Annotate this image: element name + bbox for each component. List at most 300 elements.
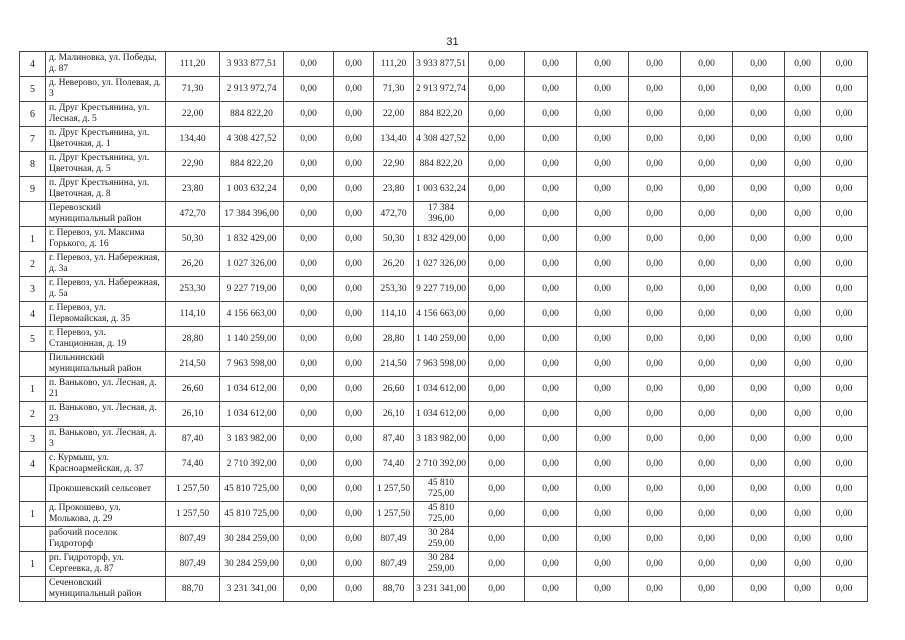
area-cell: 134,40 <box>166 127 220 152</box>
value-cell: 0,00 <box>525 477 577 502</box>
value-cell: 0,00 <box>681 402 733 427</box>
value-cell: 0,00 <box>785 277 821 302</box>
table-row <box>20 427 868 452</box>
row-number <box>20 477 46 502</box>
value-cell: 0,00 <box>629 327 681 352</box>
value-cell: 0,00 <box>334 327 374 352</box>
value-cell: 0,00 <box>681 327 733 352</box>
value-cell: 0,00 <box>821 152 868 177</box>
area2-cell: 71,30 <box>374 77 414 102</box>
value-cell: 0,00 <box>733 327 785 352</box>
value-cell: 0,00 <box>733 152 785 177</box>
table-row <box>20 152 868 177</box>
value-cell: 0,00 <box>733 377 785 402</box>
area2-cell: 50,30 <box>374 227 414 252</box>
value-cell: 0,00 <box>733 177 785 202</box>
value-cell: 0,00 <box>525 227 577 252</box>
cost-cell: 1 140 259,00 <box>220 327 284 352</box>
area2-cell: 23,80 <box>374 177 414 202</box>
address-cell: Пильнинский муниципальный район <box>46 352 166 377</box>
cost-cell: 3 231 341,00 <box>220 577 284 602</box>
cost2-cell: 884 822,20 <box>414 102 469 127</box>
value-cell: 0,00 <box>821 527 868 552</box>
value-cell: 0,00 <box>785 52 821 77</box>
cost-cell: 3 183 982,00 <box>220 427 284 452</box>
row-number <box>20 202 46 227</box>
value-cell: 0,00 <box>733 577 785 602</box>
value-cell: 0,00 <box>469 452 525 477</box>
value-cell: 0,00 <box>821 377 868 402</box>
value-cell: 0,00 <box>525 527 577 552</box>
cost-cell: 30 284 259,00 <box>220 527 284 552</box>
value-cell: 0,00 <box>785 352 821 377</box>
value-cell: 0,00 <box>681 52 733 77</box>
row-number: 2 <box>20 402 46 427</box>
value-cell: 0,00 <box>284 552 334 577</box>
area2-cell: 87,40 <box>374 427 414 452</box>
cost-cell: 1 003 632,24 <box>220 177 284 202</box>
value-cell: 0,00 <box>681 227 733 252</box>
area2-cell: 28,80 <box>374 327 414 352</box>
table-row <box>20 277 868 302</box>
value-cell: 0,00 <box>733 277 785 302</box>
value-cell: 0,00 <box>525 302 577 327</box>
value-cell: 0,00 <box>284 52 334 77</box>
value-cell: 0,00 <box>284 502 334 527</box>
value-cell: 0,00 <box>629 527 681 552</box>
table-row <box>20 202 868 227</box>
value-cell: 0,00 <box>469 202 525 227</box>
area-cell: 1 257,50 <box>166 477 220 502</box>
value-cell: 0,00 <box>525 327 577 352</box>
cost2-cell: 1 027 326,00 <box>414 252 469 277</box>
page-number: 31 <box>446 36 459 48</box>
value-cell: 0,00 <box>629 577 681 602</box>
value-cell: 0,00 <box>785 102 821 127</box>
value-cell: 0,00 <box>785 527 821 552</box>
value-cell: 0,00 <box>577 377 629 402</box>
value-cell: 0,00 <box>334 277 374 302</box>
value-cell: 0,00 <box>334 427 374 452</box>
value-cell: 0,00 <box>577 302 629 327</box>
area2-cell: 1 257,50 <box>374 477 414 502</box>
value-cell: 0,00 <box>733 252 785 277</box>
value-cell: 0,00 <box>733 452 785 477</box>
value-cell: 0,00 <box>334 252 374 277</box>
table-row <box>20 352 868 377</box>
area-cell: 472,70 <box>166 202 220 227</box>
area2-cell: 1 257,50 <box>374 502 414 527</box>
address-cell: п. Друг Крестьянина, ул. Цветочная, д. 1 <box>46 127 166 152</box>
value-cell: 0,00 <box>469 127 525 152</box>
value-cell: 0,00 <box>785 127 821 152</box>
value-cell: 0,00 <box>629 277 681 302</box>
value-cell: 0,00 <box>821 277 868 302</box>
value-cell: 0,00 <box>577 277 629 302</box>
area-cell: 807,49 <box>166 527 220 552</box>
value-cell: 0,00 <box>334 227 374 252</box>
area2-cell: 22,90 <box>374 152 414 177</box>
value-cell: 0,00 <box>284 452 334 477</box>
value-cell: 0,00 <box>681 352 733 377</box>
value-cell: 0,00 <box>821 252 868 277</box>
row-number: 7 <box>20 127 46 152</box>
value-cell: 0,00 <box>577 52 629 77</box>
address-cell: г. Перевоз, ул. Набережная, д. 3а <box>46 252 166 277</box>
value-cell: 0,00 <box>681 77 733 102</box>
value-cell: 0,00 <box>334 452 374 477</box>
value-cell: 0,00 <box>525 377 577 402</box>
value-cell: 0,00 <box>733 352 785 377</box>
value-cell: 0,00 <box>334 177 374 202</box>
value-cell: 0,00 <box>334 152 374 177</box>
value-cell: 0,00 <box>785 377 821 402</box>
value-cell: 0,00 <box>733 102 785 127</box>
value-cell: 0,00 <box>629 252 681 277</box>
value-cell: 0,00 <box>577 577 629 602</box>
value-cell: 0,00 <box>469 77 525 102</box>
value-cell: 0,00 <box>469 577 525 602</box>
value-cell: 0,00 <box>469 552 525 577</box>
row-number: 8 <box>20 152 46 177</box>
value-cell: 0,00 <box>733 302 785 327</box>
value-cell: 0,00 <box>785 327 821 352</box>
value-cell: 0,00 <box>284 127 334 152</box>
address-cell: Прокошевский сельсовет <box>46 477 166 502</box>
value-cell: 0,00 <box>629 477 681 502</box>
value-cell: 0,00 <box>821 127 868 152</box>
address-cell: г. Перевоз, ул. Максима Горького, д. 16 <box>46 227 166 252</box>
value-cell: 0,00 <box>821 352 868 377</box>
cost2-cell: 4 308 427,52 <box>414 127 469 152</box>
cost2-cell: 2 913 972,74 <box>414 77 469 102</box>
value-cell: 0,00 <box>733 77 785 102</box>
value-cell: 0,00 <box>681 427 733 452</box>
value-cell: 0,00 <box>681 127 733 152</box>
area-cell: 23,80 <box>166 177 220 202</box>
cost2-cell: 3 933 877,51 <box>414 52 469 77</box>
value-cell: 0,00 <box>821 552 868 577</box>
value-cell: 0,00 <box>469 327 525 352</box>
cost-cell: 1 034 612,00 <box>220 402 284 427</box>
address-cell: г. Перевоз, ул. Первомайская, д. 35 <box>46 302 166 327</box>
cost-cell: 4 156 663,00 <box>220 302 284 327</box>
area2-cell: 26,20 <box>374 252 414 277</box>
value-cell: 0,00 <box>525 202 577 227</box>
value-cell: 0,00 <box>525 352 577 377</box>
area2-cell: 807,49 <box>374 527 414 552</box>
area2-cell: 111,20 <box>374 52 414 77</box>
value-cell: 0,00 <box>733 552 785 577</box>
value-cell: 0,00 <box>681 452 733 477</box>
cost-cell: 884 822,20 <box>220 102 284 127</box>
cost-cell: 2 710 392,00 <box>220 452 284 477</box>
cost-cell: 1 034 612,00 <box>220 377 284 402</box>
value-cell: 0,00 <box>469 227 525 252</box>
value-cell: 0,00 <box>334 527 374 552</box>
value-cell: 0,00 <box>629 352 681 377</box>
value-cell: 0,00 <box>821 502 868 527</box>
value-cell: 0,00 <box>334 402 374 427</box>
area-cell: 26,20 <box>166 252 220 277</box>
table-row <box>20 177 868 202</box>
value-cell: 0,00 <box>629 52 681 77</box>
row-number: 4 <box>20 302 46 327</box>
value-cell: 0,00 <box>577 177 629 202</box>
table-row <box>20 402 868 427</box>
address-cell: Перевозский муниципальный район <box>46 202 166 227</box>
value-cell: 0,00 <box>334 352 374 377</box>
value-cell: 0,00 <box>577 252 629 277</box>
table-row <box>20 452 868 477</box>
value-cell: 0,00 <box>334 377 374 402</box>
value-cell: 0,00 <box>284 152 334 177</box>
cost-cell: 884 822,20 <box>220 152 284 177</box>
value-cell: 0,00 <box>681 477 733 502</box>
value-cell: 0,00 <box>469 352 525 377</box>
value-cell: 0,00 <box>577 102 629 127</box>
value-cell: 0,00 <box>629 377 681 402</box>
table-row <box>20 102 868 127</box>
value-cell: 0,00 <box>681 577 733 602</box>
value-cell: 0,00 <box>525 577 577 602</box>
value-cell: 0,00 <box>334 202 374 227</box>
value-cell: 0,00 <box>629 552 681 577</box>
value-cell: 0,00 <box>733 227 785 252</box>
value-cell: 0,00 <box>334 52 374 77</box>
area2-cell: 472,70 <box>374 202 414 227</box>
value-cell: 0,00 <box>681 552 733 577</box>
value-cell: 0,00 <box>284 277 334 302</box>
value-cell: 0,00 <box>785 552 821 577</box>
value-cell: 0,00 <box>821 402 868 427</box>
value-cell: 0,00 <box>469 277 525 302</box>
table-row <box>20 552 868 577</box>
value-cell: 0,00 <box>525 177 577 202</box>
value-cell: 0,00 <box>629 177 681 202</box>
value-cell: 0,00 <box>821 427 868 452</box>
value-cell: 0,00 <box>284 352 334 377</box>
value-cell: 0,00 <box>577 77 629 102</box>
value-cell: 0,00 <box>525 427 577 452</box>
table-row <box>20 577 868 602</box>
value-cell: 0,00 <box>525 127 577 152</box>
value-cell: 0,00 <box>733 502 785 527</box>
area-cell: 50,30 <box>166 227 220 252</box>
value-cell: 0,00 <box>469 477 525 502</box>
value-cell: 0,00 <box>821 302 868 327</box>
cost2-cell: 45 810 725,00 <box>414 477 469 502</box>
cost2-cell: 30 284 259,00 <box>414 552 469 577</box>
value-cell: 0,00 <box>681 102 733 127</box>
value-cell: 0,00 <box>577 552 629 577</box>
value-cell: 0,00 <box>577 327 629 352</box>
table-row <box>20 477 868 502</box>
area2-cell: 807,49 <box>374 552 414 577</box>
value-cell: 0,00 <box>577 227 629 252</box>
value-cell: 0,00 <box>334 502 374 527</box>
row-number <box>20 527 46 552</box>
cost-cell: 45 810 725,00 <box>220 502 284 527</box>
value-cell: 0,00 <box>334 127 374 152</box>
value-cell: 0,00 <box>629 127 681 152</box>
value-cell: 0,00 <box>284 377 334 402</box>
value-cell: 0,00 <box>469 102 525 127</box>
table-body <box>20 52 868 602</box>
value-cell: 0,00 <box>577 202 629 227</box>
value-cell: 0,00 <box>821 202 868 227</box>
value-cell: 0,00 <box>284 527 334 552</box>
area-cell: 807,49 <box>166 552 220 577</box>
value-cell: 0,00 <box>525 452 577 477</box>
value-cell: 0,00 <box>469 177 525 202</box>
row-number: 2 <box>20 252 46 277</box>
cost2-cell: 17 384 396,00 <box>414 202 469 227</box>
value-cell: 0,00 <box>284 577 334 602</box>
cost2-cell: 3 231 341,00 <box>414 577 469 602</box>
area-cell: 111,20 <box>166 52 220 77</box>
value-cell: 0,00 <box>681 152 733 177</box>
value-cell: 0,00 <box>469 402 525 427</box>
address-cell: д. Малиновка, ул. Победы, д. 87 <box>46 52 166 77</box>
cost2-cell: 2 710 392,00 <box>414 452 469 477</box>
value-cell: 0,00 <box>629 402 681 427</box>
value-cell: 0,00 <box>681 277 733 302</box>
value-cell: 0,00 <box>334 577 374 602</box>
value-cell: 0,00 <box>821 327 868 352</box>
row-number <box>20 577 46 602</box>
address-cell: п. Ванькoво, ул. Лесная, д. 23 <box>46 402 166 427</box>
value-cell: 0,00 <box>733 402 785 427</box>
value-cell: 0,00 <box>577 477 629 502</box>
value-cell: 0,00 <box>785 427 821 452</box>
value-cell: 0,00 <box>785 452 821 477</box>
value-cell: 0,00 <box>334 102 374 127</box>
value-cell: 0,00 <box>821 227 868 252</box>
area2-cell: 114,10 <box>374 302 414 327</box>
address-cell: п. Ванькoво, ул. Лесная, д. 3 <box>46 427 166 452</box>
cost2-cell: 4 156 663,00 <box>414 302 469 327</box>
area-cell: 87,40 <box>166 427 220 452</box>
value-cell: 0,00 <box>577 452 629 477</box>
row-number: 1 <box>20 552 46 577</box>
value-cell: 0,00 <box>334 302 374 327</box>
address-cell: д. Прокошево, ул. Молькова, д. 29 <box>46 502 166 527</box>
value-cell: 0,00 <box>629 202 681 227</box>
value-cell: 0,00 <box>525 402 577 427</box>
row-number: 1 <box>20 377 46 402</box>
table-row <box>20 527 868 552</box>
area-cell: 214,50 <box>166 352 220 377</box>
value-cell: 0,00 <box>681 252 733 277</box>
area-cell: 26,60 <box>166 377 220 402</box>
value-cell: 0,00 <box>334 477 374 502</box>
cost-cell: 3 933 877,51 <box>220 52 284 77</box>
value-cell: 0,00 <box>469 427 525 452</box>
cost2-cell: 9 227 719,00 <box>414 277 469 302</box>
value-cell: 0,00 <box>821 52 868 77</box>
value-cell: 0,00 <box>821 177 868 202</box>
area-cell: 74,40 <box>166 452 220 477</box>
value-cell: 0,00 <box>733 202 785 227</box>
area2-cell: 253,30 <box>374 277 414 302</box>
area2-cell: 22,00 <box>374 102 414 127</box>
value-cell: 0,00 <box>629 427 681 452</box>
table-row <box>20 127 868 152</box>
table-row <box>20 377 868 402</box>
value-cell: 0,00 <box>469 502 525 527</box>
cost2-cell: 45 810 725,00 <box>414 502 469 527</box>
value-cell: 0,00 <box>733 477 785 502</box>
value-cell: 0,00 <box>525 52 577 77</box>
cost2-cell: 3 183 982,00 <box>414 427 469 452</box>
cost-cell: 4 308 427,52 <box>220 127 284 152</box>
address-cell: п. Друг Крестьянина, ул. Цветочная, д. 8 <box>46 177 166 202</box>
address-cell: г. Перевоз, ул. Набережная, д. 5а <box>46 277 166 302</box>
value-cell: 0,00 <box>284 177 334 202</box>
value-cell: 0,00 <box>284 102 334 127</box>
value-cell: 0,00 <box>284 202 334 227</box>
area-cell: 26,10 <box>166 402 220 427</box>
area2-cell: 26,10 <box>374 402 414 427</box>
cost-cell: 9 227 719,00 <box>220 277 284 302</box>
address-cell: с. Курмыш, ул. Красноармейская, д. 37 <box>46 452 166 477</box>
value-cell: 0,00 <box>785 252 821 277</box>
cost-cell: 2 913 972,74 <box>220 77 284 102</box>
cost-cell: 30 284 259,00 <box>220 552 284 577</box>
value-cell: 0,00 <box>284 227 334 252</box>
row-number: 1 <box>20 502 46 527</box>
cost2-cell: 7 963 598,00 <box>414 352 469 377</box>
value-cell: 0,00 <box>821 477 868 502</box>
row-number: 4 <box>20 52 46 77</box>
value-cell: 0,00 <box>681 302 733 327</box>
value-cell: 0,00 <box>785 77 821 102</box>
area-cell: 253,30 <box>166 277 220 302</box>
value-cell: 0,00 <box>733 127 785 152</box>
value-cell: 0,00 <box>525 152 577 177</box>
value-cell: 0,00 <box>284 77 334 102</box>
value-cell: 0,00 <box>577 527 629 552</box>
value-cell: 0,00 <box>785 302 821 327</box>
value-cell: 0,00 <box>785 502 821 527</box>
value-cell: 0,00 <box>629 77 681 102</box>
value-cell: 0,00 <box>469 152 525 177</box>
value-cell: 0,00 <box>525 502 577 527</box>
value-cell: 0,00 <box>821 77 868 102</box>
area2-cell: 134,40 <box>374 127 414 152</box>
area-cell: 71,30 <box>166 77 220 102</box>
area-cell: 22,00 <box>166 102 220 127</box>
value-cell: 0,00 <box>284 252 334 277</box>
value-cell: 0,00 <box>284 327 334 352</box>
value-cell: 0,00 <box>681 202 733 227</box>
value-cell: 0,00 <box>733 52 785 77</box>
cost2-cell: 1 003 632,24 <box>414 177 469 202</box>
value-cell: 0,00 <box>525 77 577 102</box>
value-cell: 0,00 <box>681 527 733 552</box>
value-cell: 0,00 <box>821 102 868 127</box>
value-cell: 0,00 <box>681 177 733 202</box>
table-row <box>20 77 868 102</box>
table-row <box>20 327 868 352</box>
value-cell: 0,00 <box>469 252 525 277</box>
value-cell: 0,00 <box>577 502 629 527</box>
row-number: 3 <box>20 277 46 302</box>
cost2-cell: 1 832 429,00 <box>414 227 469 252</box>
value-cell: 0,00 <box>577 127 629 152</box>
cost2-cell: 1 034 612,00 <box>414 377 469 402</box>
